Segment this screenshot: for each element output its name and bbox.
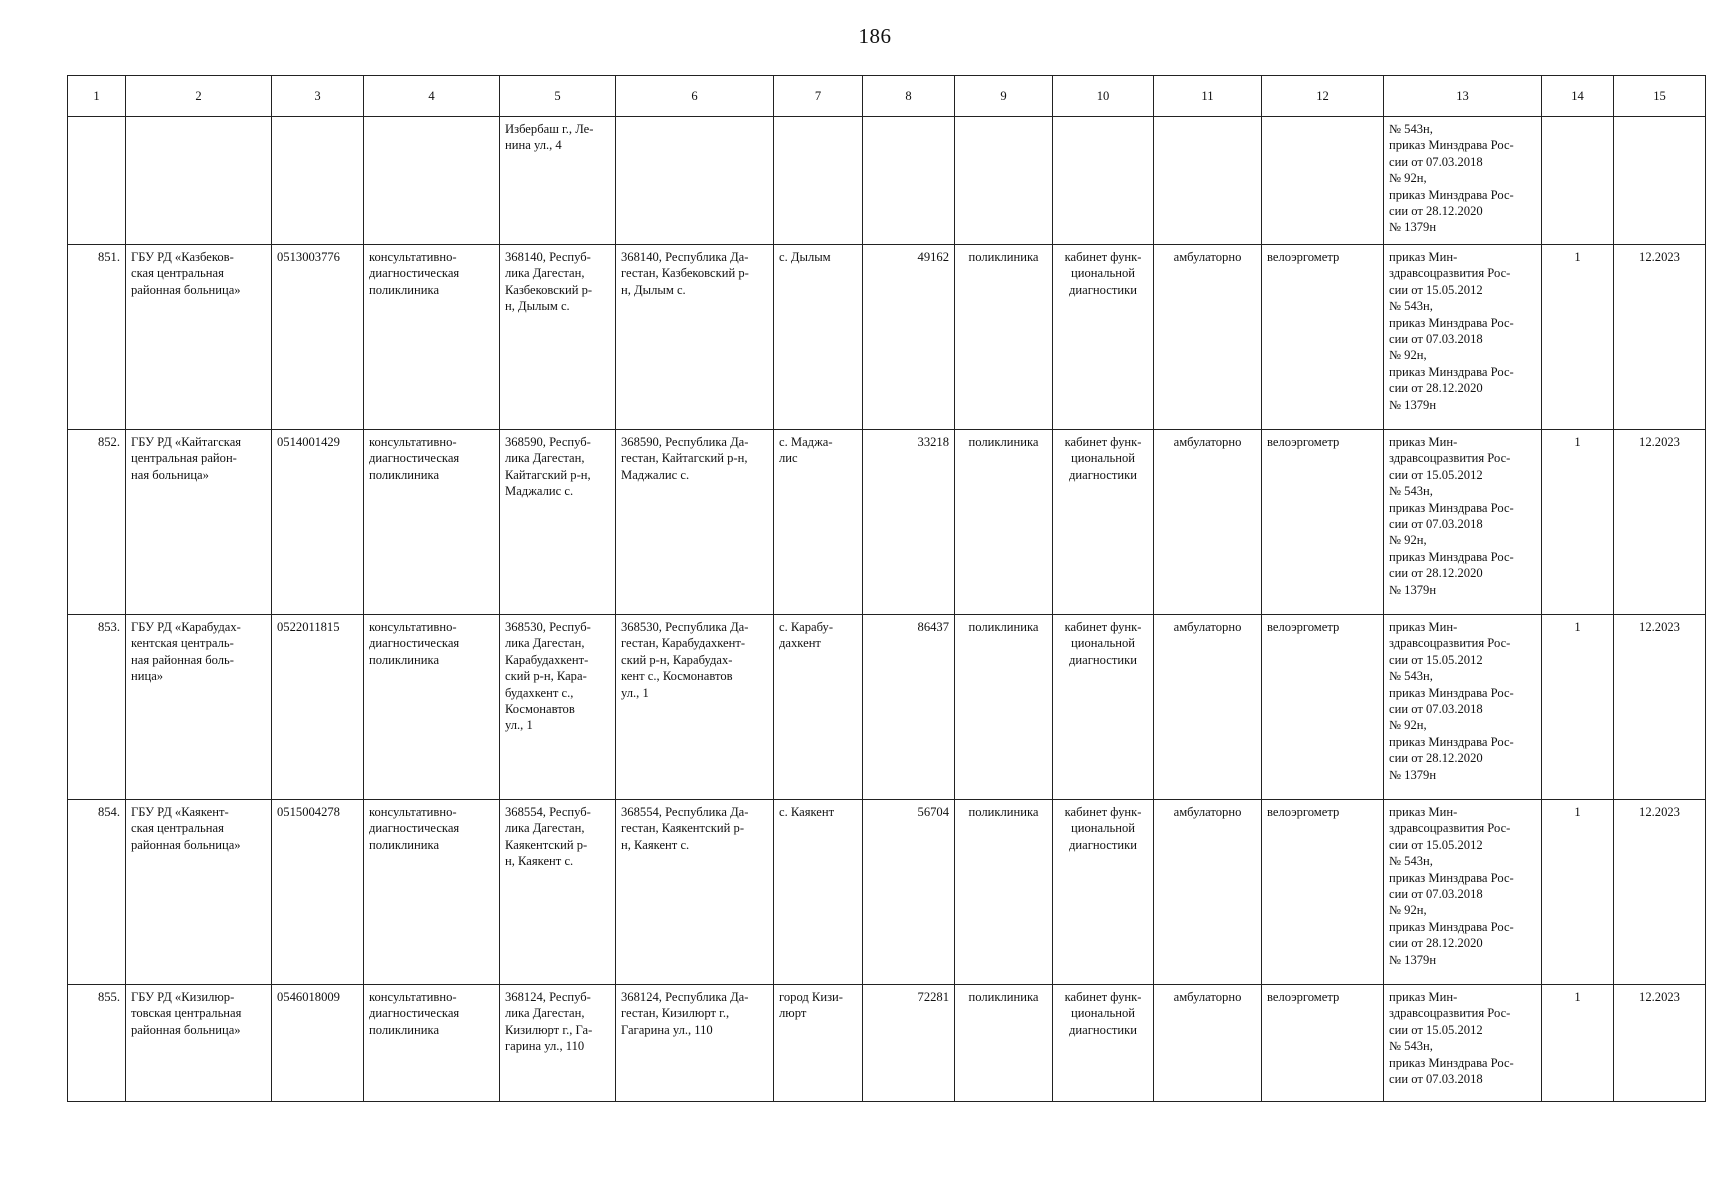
address-actual-cell-line: Избербаш г., Ле- — [505, 122, 594, 136]
legal-address-cell — [500, 245, 616, 430]
department-cell — [1053, 985, 1154, 1102]
facility-type-cell-line: консультативно- — [369, 805, 457, 819]
actual-address-cell-line: Гагарина ул., 110 — [621, 1022, 713, 1037]
legal-address-cell — [500, 800, 616, 985]
quantity-cell: 1 — [1542, 430, 1614, 615]
department-cell — [1053, 430, 1154, 615]
column-number-7: 7 — [774, 76, 863, 117]
conditions-cell: амбулаторно — [1154, 615, 1262, 800]
organization-cell-line: ная больница» — [131, 467, 209, 482]
column-number-11: 11 — [1154, 76, 1262, 117]
settlement-cell — [774, 430, 863, 615]
column-number-15: 15 — [1614, 76, 1706, 117]
facility-type-cell-line: поликлиника — [369, 282, 440, 297]
empty-cell — [1154, 117, 1262, 245]
orders-cell-line: № 92н, — [1389, 533, 1427, 548]
quantity-cell: 1 — [1542, 615, 1614, 800]
orders-cell-line: здравсоцразвития Рос- — [1389, 266, 1511, 281]
legal-address-cell-line: гарина ул., 110 — [505, 1039, 585, 1054]
facility-type-cell-line: диагностическая — [369, 821, 460, 836]
empty-cell — [272, 117, 364, 245]
orders-cell-line: сии от 15.05.2012 — [1389, 837, 1483, 852]
legal-address-cell-line: 368124, Респуб- — [505, 990, 591, 1004]
actual-address-cell-line: гестан, Карабудахкент- — [621, 636, 746, 651]
organization-cell — [126, 245, 272, 430]
facility-type-cell — [364, 985, 500, 1102]
orders-cell-line: сии от 07.03.2018 — [1389, 517, 1483, 532]
facility-type-cell-line: поликлиника — [369, 467, 440, 482]
actual-address-cell-line: ул., 1 — [621, 685, 649, 700]
legal-address-cell-line: н, Каякент с. — [505, 854, 574, 869]
orders-cell-line: сии от 28.12.2020 — [1389, 936, 1483, 951]
legal-address-cell-line: Маджалис с. — [505, 484, 574, 499]
actual-address-cell-line: 368554, Республика Да- — [621, 805, 749, 819]
column-number-row — [68, 76, 1706, 117]
orders-cell-line: приказ Минздрава Рос- — [1389, 685, 1514, 700]
population-cell: 86437 — [863, 615, 955, 800]
equipment-cell: велоэргометр — [1262, 985, 1384, 1102]
orders-cell-line: приказ Минздрава Рос- — [1389, 1055, 1514, 1070]
department-cell-line: диагностики — [1069, 837, 1137, 852]
organization-cell-line: ГБУ РД «Каякент- — [131, 805, 229, 819]
unit-cell: поликлиника — [955, 615, 1053, 800]
orders-cell-line: № 92н, — [1389, 718, 1427, 733]
legal-address-cell-line: 368140, Респуб- — [505, 250, 591, 264]
orders-cell-line: приказ Мин- — [1389, 250, 1458, 264]
date-cell: 12.2023 — [1614, 615, 1706, 800]
orders-cell-line: сии от 15.05.2012 — [1389, 282, 1483, 297]
date-cell: 12.2023 — [1614, 985, 1706, 1102]
equipment-cell: велоэргометр — [1262, 800, 1384, 985]
organization-cell-line: ГБУ РД «Казбеков- — [131, 250, 234, 264]
organization-cell — [126, 800, 272, 985]
conditions-cell: амбулаторно — [1154, 800, 1262, 985]
orders-cell-line: сии от 15.05.2012 — [1389, 652, 1483, 667]
legal-address-cell-line: Каякентский р- — [505, 837, 588, 852]
orders-cell-line: № 1379н — [1389, 767, 1437, 782]
actual-address-cell-line: 368590, Республика Да- — [621, 435, 749, 449]
actual-address-cell — [616, 430, 774, 615]
orders-cell-line: приказ Мин- — [1389, 990, 1458, 1004]
organization-cell-line: районная больница» — [131, 837, 241, 852]
quantity-cell: 1 — [1542, 800, 1614, 985]
orders-cell-line: № 543н, — [1389, 669, 1433, 684]
actual-address-cell-line: 368124, Республика Да- — [621, 990, 749, 1004]
orders-cell-line: сии от 07.03.2018 — [1389, 887, 1483, 902]
address-actual-cell — [500, 117, 616, 245]
empty-cell — [616, 117, 774, 245]
orders-cell-line: приказ Минздрава Рос- — [1389, 549, 1514, 564]
actual-address-cell-line: кент с., Космонавтов — [621, 669, 733, 684]
legal-address-cell-line: Кизилюрт г., Га- — [505, 1022, 593, 1037]
orders-cell-line: сии от 07.03.2018 — [1389, 702, 1483, 717]
table-row — [68, 615, 1706, 800]
settlement-cell-line: с. Дылым — [779, 250, 831, 264]
department-cell-line: диагностики — [1069, 282, 1137, 297]
conditions-cell: амбулаторно — [1154, 430, 1262, 615]
inn-cell: 0522011815 — [272, 615, 364, 800]
actual-address-cell-line: гестан, Кайтагский р-н, — [621, 451, 748, 466]
table-row-continuation — [68, 117, 1706, 245]
orders-cell-line: № 1379н — [1389, 582, 1437, 597]
department-cell-line: циональной — [1070, 1006, 1136, 1021]
organization-cell-line: центральная район- — [131, 451, 237, 466]
department-cell-line: циональной — [1070, 451, 1136, 466]
population-cell: 72281 — [863, 985, 955, 1102]
orders-cell-line: № 543н, — [1389, 299, 1433, 314]
legal-address-cell-line: 368530, Респуб- — [505, 620, 591, 634]
orders-cell-line: № 1379н — [1389, 397, 1437, 412]
actual-address-cell — [616, 985, 774, 1102]
orders-cell-line: здравсоцразвития Рос- — [1389, 636, 1511, 651]
population-cell: 56704 — [863, 800, 955, 985]
column-number-5: 5 — [500, 76, 616, 117]
quantity-cell: 1 — [1542, 245, 1614, 430]
orders-cell — [1384, 615, 1542, 800]
orders-cell — [1384, 985, 1542, 1102]
table-row — [68, 245, 1706, 430]
orders-cell — [1384, 245, 1542, 430]
facility-type-cell — [364, 800, 500, 985]
table-row — [68, 430, 1706, 615]
settlement-cell — [774, 615, 863, 800]
orders-cell-line: сии от 28.12.2020 — [1389, 204, 1483, 219]
organization-cell-line: ГБУ РД «Кизилюр- — [131, 990, 235, 1004]
organization-cell-line: районная больница» — [131, 1022, 241, 1037]
facility-type-cell — [364, 615, 500, 800]
conditions-cell: амбулаторно — [1154, 985, 1262, 1102]
unit-cell: поликлиника — [955, 800, 1053, 985]
actual-address-cell-line: ский р-н, Карабудах- — [621, 652, 733, 667]
legal-address-cell — [500, 430, 616, 615]
facility-type-cell-line: диагностическая — [369, 451, 460, 466]
orders-cell-line: приказ Мин- — [1389, 435, 1458, 449]
equipment-cell: велоэргометр — [1262, 615, 1384, 800]
date-cell: 12.2023 — [1614, 800, 1706, 985]
settlement-cell — [774, 985, 863, 1102]
column-number-3: 3 — [272, 76, 364, 117]
organization-cell-line: ная районная боль- — [131, 652, 234, 667]
facility-type-cell-line: консультативно- — [369, 250, 457, 264]
facility-type-cell-line: диагностическая — [369, 266, 460, 281]
equipment-table — [67, 75, 1706, 1102]
empty-cell — [1542, 117, 1614, 245]
organization-cell-line: ГБУ РД «Кайтагская — [131, 435, 242, 449]
facility-type-cell-line: диагностическая — [369, 636, 460, 651]
department-cell-line: диагностики — [1069, 467, 1137, 482]
orders-cell-line: приказ Мин- — [1389, 620, 1458, 634]
legal-address-cell — [500, 615, 616, 800]
legal-address-cell — [500, 985, 616, 1102]
department-cell-line: циональной — [1070, 821, 1136, 836]
column-number-8: 8 — [863, 76, 955, 117]
orders-cell-line: сии от 28.12.2020 — [1389, 751, 1483, 766]
page-number: 186 — [858, 24, 892, 48]
column-number-2: 2 — [126, 76, 272, 117]
row-number-cell: 855. — [68, 985, 126, 1102]
orders-cell-line: № 543н, — [1389, 122, 1433, 136]
settlement-cell-line: город Кизи- — [779, 990, 843, 1004]
department-cell-line: кабинет функ- — [1064, 805, 1142, 819]
empty-cell — [1262, 117, 1384, 245]
department-cell-line: кабинет функ- — [1064, 250, 1142, 264]
empty-cell — [774, 117, 863, 245]
settlement-cell-line: люрт — [779, 1006, 807, 1021]
column-number-9: 9 — [955, 76, 1053, 117]
actual-address-cell-line: н, Каякент с. — [621, 837, 690, 852]
facility-type-cell-line: поликлиника — [369, 837, 440, 852]
legal-address-cell-line: лика Дагестан, — [505, 821, 585, 836]
orders-cell-line: сии от 07.03.2018 — [1389, 332, 1483, 347]
orders-cell — [1384, 117, 1542, 245]
column-number-14: 14 — [1542, 76, 1614, 117]
table-row — [68, 800, 1706, 985]
settlement-cell-line: дахкент — [779, 636, 821, 651]
legal-address-cell-line: лика Дагестан, — [505, 636, 585, 651]
department-cell-line: кабинет функ- — [1064, 620, 1142, 634]
orders-cell-line: приказ Минздрава Рос- — [1389, 870, 1514, 885]
facility-type-cell-line: консультативно- — [369, 990, 457, 1004]
empty-cell — [1614, 117, 1706, 245]
orders-cell-line: № 92н, — [1389, 171, 1427, 186]
column-number-6: 6 — [616, 76, 774, 117]
department-cell-line: диагностики — [1069, 652, 1137, 667]
organization-cell-line: кентская централь- — [131, 636, 234, 651]
actual-address-cell — [616, 800, 774, 985]
orders-cell-line: № 92н, — [1389, 903, 1427, 918]
actual-address-cell-line: н, Дылым с. — [621, 282, 686, 297]
organization-cell — [126, 430, 272, 615]
legal-address-cell-line: Карабудахкент- — [505, 652, 589, 667]
column-number-13: 13 — [1384, 76, 1542, 117]
orders-cell-line: сии от 28.12.2020 — [1389, 566, 1483, 581]
legal-address-cell-line: Казбековский р- — [505, 282, 593, 297]
actual-address-cell-line: 368140, Республика Да- — [621, 250, 749, 264]
settlement-cell-line: с. Каякент — [779, 805, 835, 819]
column-number-10: 10 — [1053, 76, 1154, 117]
inn-cell: 0546018009 — [272, 985, 364, 1102]
orders-cell-line: № 92н, — [1389, 348, 1427, 363]
facility-type-cell-line: консультативно- — [369, 435, 457, 449]
organization-cell-line: ская центральная — [131, 821, 224, 836]
unit-cell: поликлиника — [955, 985, 1053, 1102]
facility-type-cell-line: поликлиника — [369, 1022, 440, 1037]
facility-type-cell-line: консультативно- — [369, 620, 457, 634]
legal-address-cell-line: лика Дагестан, — [505, 266, 585, 281]
actual-address-cell-line: гестан, Каякентский р- — [621, 821, 745, 836]
column-number-1: 1 — [68, 76, 126, 117]
settlement-cell — [774, 800, 863, 985]
date-cell: 12.2023 — [1614, 245, 1706, 430]
department-cell-line: циональной — [1070, 266, 1136, 281]
actual-address-cell-line: Маджалис с. — [621, 467, 690, 482]
inn-cell: 0515004278 — [272, 800, 364, 985]
column-number-4: 4 — [364, 76, 500, 117]
legal-address-cell-line: Космонавтов — [505, 702, 575, 717]
actual-address-cell — [616, 245, 774, 430]
population-cell: 49162 — [863, 245, 955, 430]
department-cell — [1053, 615, 1154, 800]
settlement-cell-line: лис — [779, 451, 798, 466]
facility-type-cell — [364, 430, 500, 615]
orders-cell — [1384, 430, 1542, 615]
facility-type-cell-line: поликлиника — [369, 652, 440, 667]
actual-address-cell — [616, 615, 774, 800]
actual-address-cell-line: гестан, Казбековский р- — [621, 266, 749, 281]
equipment-cell: велоэргометр — [1262, 245, 1384, 430]
settlement-cell-line: с. Карабу- — [779, 620, 834, 634]
orders-cell-line: № 543н, — [1389, 484, 1433, 499]
empty-cell — [955, 117, 1053, 245]
legal-address-cell-line: 368590, Респуб- — [505, 435, 591, 449]
actual-address-cell-line: гестан, Кизилюрт г., — [621, 1006, 730, 1021]
inn-cell: 0513003776 — [272, 245, 364, 430]
department-cell — [1053, 245, 1154, 430]
facility-type-cell-line: диагностическая — [369, 1006, 460, 1021]
settlement-cell — [774, 245, 863, 430]
population-cell: 33218 — [863, 430, 955, 615]
orders-cell-line: приказ Мин- — [1389, 805, 1458, 819]
orders-cell-line: приказ Минздрава Рос- — [1389, 500, 1514, 515]
orders-cell-line: сии от 15.05.2012 — [1389, 1022, 1483, 1037]
department-cell — [1053, 800, 1154, 985]
orders-cell — [1384, 800, 1542, 985]
empty-cell — [126, 117, 272, 245]
orders-cell-line: приказ Минздрава Рос- — [1389, 734, 1514, 749]
orders-cell-line: здравсоцразвития Рос- — [1389, 451, 1511, 466]
row-number-cell: 854. — [68, 800, 126, 985]
orders-cell-line: № 543н, — [1389, 1039, 1433, 1054]
column-number-12: 12 — [1262, 76, 1384, 117]
legal-address-cell-line: лика Дагестан, — [505, 451, 585, 466]
date-cell: 12.2023 — [1614, 430, 1706, 615]
orders-cell-line: здравсоцразвития Рос- — [1389, 1006, 1511, 1021]
orders-cell-line: № 1379н — [1389, 952, 1437, 967]
orders-cell-line: приказ Минздрава Рос- — [1389, 138, 1514, 153]
department-cell-line: кабинет функ- — [1064, 990, 1142, 1004]
organization-cell-line: ница» — [131, 669, 164, 684]
organization-cell-line: районная больница» — [131, 282, 241, 297]
conditions-cell: амбулаторно — [1154, 245, 1262, 430]
table-row — [68, 985, 1706, 1102]
orders-cell-line: № 1379н — [1389, 220, 1437, 235]
facility-type-cell — [364, 245, 500, 430]
legal-address-cell-line: Кайтагский р-н, — [505, 467, 591, 482]
organization-cell-line: ская центральная — [131, 266, 224, 281]
orders-cell-line: № 543н, — [1389, 854, 1433, 869]
row-number-cell: 852. — [68, 430, 126, 615]
organization-cell-line: ГБУ РД «Карабудах- — [131, 620, 241, 634]
department-cell-line: кабинет функ- — [1064, 435, 1142, 449]
unit-cell: поликлиника — [955, 430, 1053, 615]
department-cell-line: диагностики — [1069, 1022, 1137, 1037]
orders-cell-line: сии от 15.05.2012 — [1389, 467, 1483, 482]
row-number-cell: 853. — [68, 615, 126, 800]
empty-cell — [863, 117, 955, 245]
inn-cell: 0514001429 — [272, 430, 364, 615]
orders-cell-line: здравсоцразвития Рос- — [1389, 821, 1511, 836]
orders-cell-line: приказ Минздрава Рос- — [1389, 364, 1514, 379]
department-cell-line: циональной — [1070, 636, 1136, 651]
legal-address-cell-line: лика Дагестан, — [505, 1006, 585, 1021]
row-number-cell: 851. — [68, 245, 126, 430]
orders-cell-line: приказ Минздрава Рос- — [1389, 315, 1514, 330]
organization-cell — [126, 615, 272, 800]
empty-cell — [1053, 117, 1154, 245]
organization-cell — [126, 985, 272, 1102]
empty-cell — [68, 117, 126, 245]
orders-cell-line: сии от 07.03.2018 — [1389, 1072, 1483, 1087]
settlement-cell-line: с. Маджа- — [779, 435, 833, 449]
address-actual-cell-line: нина ул., 4 — [505, 138, 562, 153]
legal-address-cell-line: н, Дылым с. — [505, 299, 570, 314]
legal-address-cell-line: ул., 1 — [505, 718, 533, 733]
unit-cell: поликлиника — [955, 245, 1053, 430]
actual-address-cell-line: 368530, Республика Да- — [621, 620, 749, 634]
orders-cell-line: сии от 07.03.2018 — [1389, 154, 1483, 169]
empty-cell — [364, 117, 500, 245]
equipment-cell: велоэргометр — [1262, 430, 1384, 615]
quantity-cell: 1 — [1542, 985, 1614, 1102]
legal-address-cell-line: 368554, Респуб- — [505, 805, 591, 819]
orders-cell-line: приказ Минздрава Рос- — [1389, 187, 1514, 202]
legal-address-cell-line: будахкент с., — [505, 685, 574, 700]
organization-cell-line: товская центральная — [131, 1006, 242, 1021]
table-body — [68, 76, 1706, 1102]
orders-cell-line: приказ Минздрава Рос- — [1389, 919, 1514, 934]
legal-address-cell-line: ский р-н, Кара- — [505, 669, 587, 684]
orders-cell-line: сии от 28.12.2020 — [1389, 381, 1483, 396]
